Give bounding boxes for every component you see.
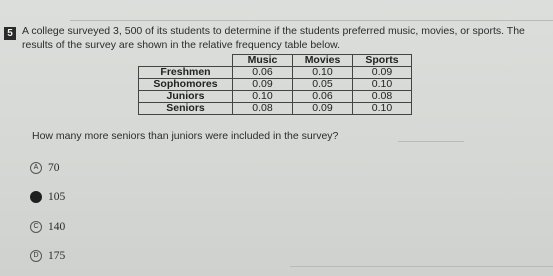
- choice-b-text: 105: [48, 191, 66, 203]
- choice-d-bubble[interactable]: D: [30, 250, 42, 262]
- choice-c-bubble[interactable]: C: [30, 221, 42, 233]
- column-header-music: Music: [233, 55, 293, 67]
- table-cell: 0.08: [233, 103, 293, 115]
- relative-frequency-table: [138, 54, 412, 115]
- row-header-sophomores: Sophomores: [139, 79, 233, 91]
- table-cell: 0.05: [293, 79, 353, 91]
- choice-d[interactable]: [30, 250, 65, 262]
- table-cell: 0.06: [233, 67, 293, 79]
- table-cell: 0.10: [353, 79, 412, 91]
- column-header-sports: Sports: [353, 55, 412, 67]
- top-divider: [70, 20, 553, 21]
- table-cell: 0.10: [353, 103, 412, 115]
- table-cell: 0.09: [233, 79, 293, 91]
- choice-c[interactable]: [30, 221, 65, 233]
- table-cell: 0.06: [293, 91, 353, 103]
- table-header-row: [139, 55, 412, 67]
- table-row: [139, 103, 412, 115]
- choice-a[interactable]: [30, 162, 60, 174]
- table-cell: 0.10: [233, 91, 293, 103]
- choice-b-bubble[interactable]: B: [30, 191, 42, 203]
- question-stem: A college surveyed 3, 500 of its students to determine if the students preferred music, movies, or sports. The results of the survey are shown in the relative frequency table below.: [22, 25, 525, 51]
- table-row: [139, 79, 412, 91]
- table-row: [139, 91, 412, 103]
- table-cell: 0.09: [293, 103, 353, 115]
- row-header-juniors: Juniors: [139, 91, 233, 103]
- table-corner: [139, 55, 233, 67]
- table-row: [139, 67, 412, 79]
- choice-b[interactable]: [30, 191, 65, 203]
- bottom-divider: [290, 266, 553, 267]
- choice-a-bubble[interactable]: A: [30, 162, 42, 174]
- question-prompt: How many more seniors than juniors were included in the survey?: [32, 130, 339, 142]
- table-cell: 0.09: [353, 67, 412, 79]
- question-number: 5: [4, 27, 16, 40]
- row-header-seniors: Seniors: [139, 103, 233, 115]
- answer-line: [398, 141, 464, 142]
- choice-c-text: 140: [48, 221, 66, 233]
- choice-d-text: 175: [48, 250, 66, 262]
- table-cell: 0.08: [353, 91, 412, 103]
- row-header-freshmen: Freshmen: [139, 67, 233, 79]
- column-header-movies: Movies: [293, 55, 353, 67]
- table-cell: 0.10: [293, 67, 353, 79]
- choice-a-text: 70: [48, 162, 60, 174]
